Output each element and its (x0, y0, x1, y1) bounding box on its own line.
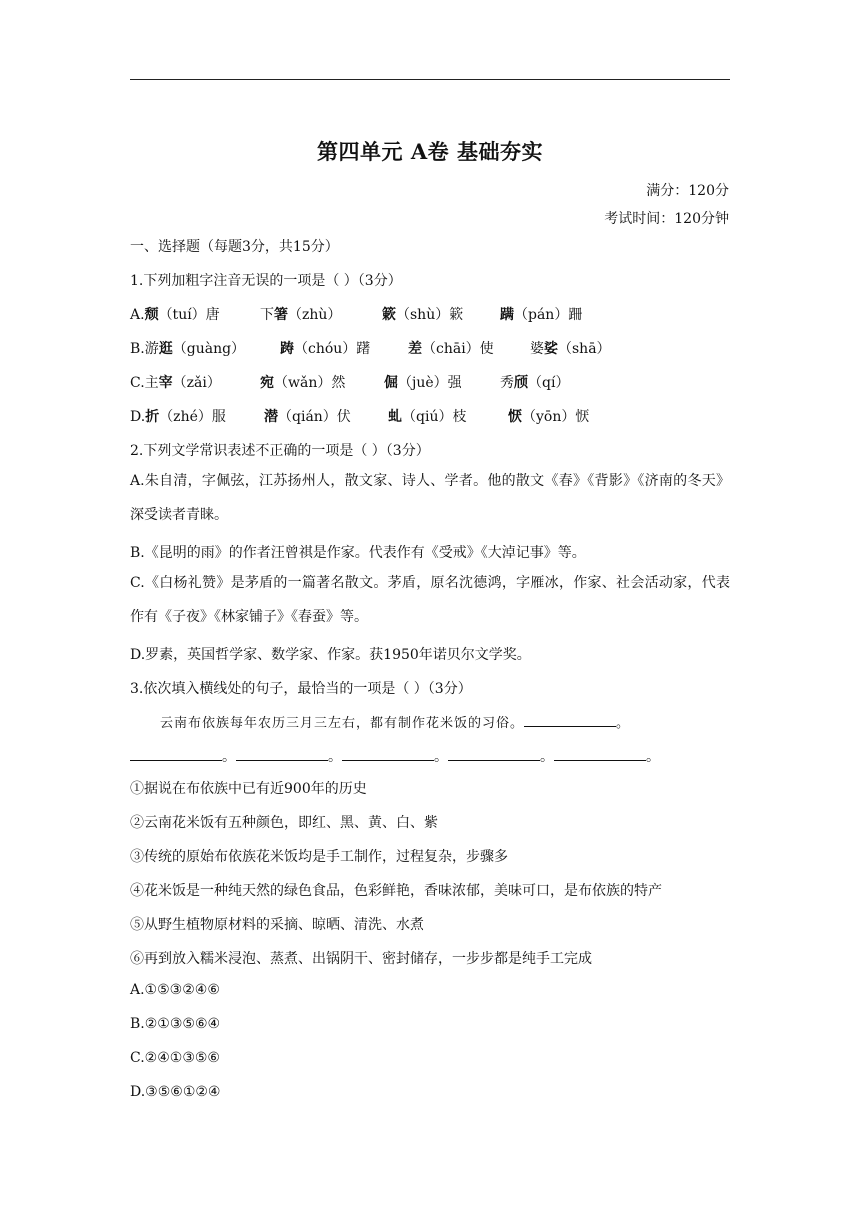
q2-option-b: B.《昆明的雨》的作者汪曾祺是作家。代表作有《受戒》《大淖记事》等。 (130, 545, 586, 561)
q1-c-item-4: 秀颀（qí） (500, 375, 570, 391)
q3-item-3: ③传统的原始布依族花米饭均是手工制作，过程复杂，步骤多 (130, 849, 508, 865)
fill-blank (130, 748, 222, 761)
q3-item-2: ②云南花米饭有五种颜色，即红、黑、黄、白、紫 (130, 815, 438, 831)
exam-time: 考试时间：120分钟 (604, 211, 729, 227)
page-title: 第四单元 A卷 基础夯实 (317, 139, 543, 164)
q3-item-6: ⑥再到放入糯米浸泡、蒸煮、出锅阴干、密封储存，一步步都是纯手工完成 (130, 951, 592, 967)
q3-blank-row: 。 。 。 。 。 (130, 746, 660, 766)
q2-option-a: A.朱自清，字佩弦，江苏扬州人，散文家、诗人、学者。他的散文《春》《背影》《济南的冬天》深受读者青睐。 (130, 473, 730, 523)
fill-blank (448, 748, 540, 761)
fill-blank (524, 714, 616, 727)
fill-blank (554, 748, 646, 761)
q1-c-item-3: 倔（juè）强 (384, 375, 462, 391)
q2-option-d: D.罗素，英国哲学家、数学家、作家。获1950年诺贝尔文学奖。 (130, 647, 531, 663)
q1-b-item-4: 婆娑（shā） (530, 341, 611, 357)
q3-item-5: ⑤从野生植物原材料的采摘、晾晒、清洗、水煮 (130, 917, 424, 933)
q2-option-c: C.《白杨礼赞》是茅盾的一篇著名散文。茅盾，原名沈德鸿，字雁冰，作家、社会活动家，代表作有《子夜》《林家铺子》《春蚕》等。 (130, 575, 730, 625)
q1-a-item-2: 下箸（zhù） (260, 307, 342, 323)
q1-b-item-2: 踌（chóu）躇 (280, 341, 371, 357)
q1-c-item-1: C.主宰（zǎi） (130, 375, 221, 391)
full-score: 满分：120分 (646, 183, 729, 199)
q1-b-item-1: B.游逛（guàng） (130, 341, 246, 357)
header-rule (130, 79, 730, 80)
q1-b-item-3: 差（chāi）使 (408, 341, 494, 357)
q1-a-item-3: 簌（shù）簌 (382, 307, 464, 323)
q3-passage: 云南布依族每年农历三月三左右，都有制作花米饭的习俗。 。 (160, 716, 631, 731)
q1-d-item-3: 虬（qiú）枝 (388, 409, 467, 425)
q3-option-b: B.②①③⑤⑥④ (130, 1016, 221, 1032)
q1-stem: 1.下列加粗字注音无误的一项是（ ）（3分） (130, 273, 402, 289)
q2-stem: 2.下列文学常识表述不正确的一项是（ ）（3分） (130, 443, 430, 459)
q3-option-c: C.②④①③⑤⑥ (130, 1050, 220, 1066)
q3-item-1: ①据说在布依族中已有近900年的历史 (130, 781, 367, 797)
q1-d-item-4: 恹（yōn）恹 (508, 409, 590, 425)
q3-stem: 3.依次填入横线处的句子，最恰当的一项是（ ）（3分） (130, 681, 472, 697)
q1-d-item-2: 潜（qián）伏 (264, 409, 351, 425)
fill-blank (342, 748, 434, 761)
q3-item-4: ④花米饭是一种纯天然的绿色食品，色彩鲜艳，香味浓郁，美味可口，是布依族的特产 (130, 883, 662, 899)
fill-blank (236, 748, 328, 761)
q1-a-item-1: A.颓（tuí）唐 (130, 307, 220, 323)
section-heading: 一、选择题（每题3分，共15分） (130, 239, 339, 255)
q1-d-item-1: D.折（zhé）服 (130, 409, 226, 425)
q3-option-a: A.①⑤③②④⑥ (130, 982, 220, 998)
q1-a-item-4: 蹒（pán）跚 (500, 307, 583, 323)
q3-option-d: D.③⑤⑥①②④ (130, 1084, 221, 1100)
q1-c-item-2: 宛（wǎn）然 (260, 375, 346, 391)
